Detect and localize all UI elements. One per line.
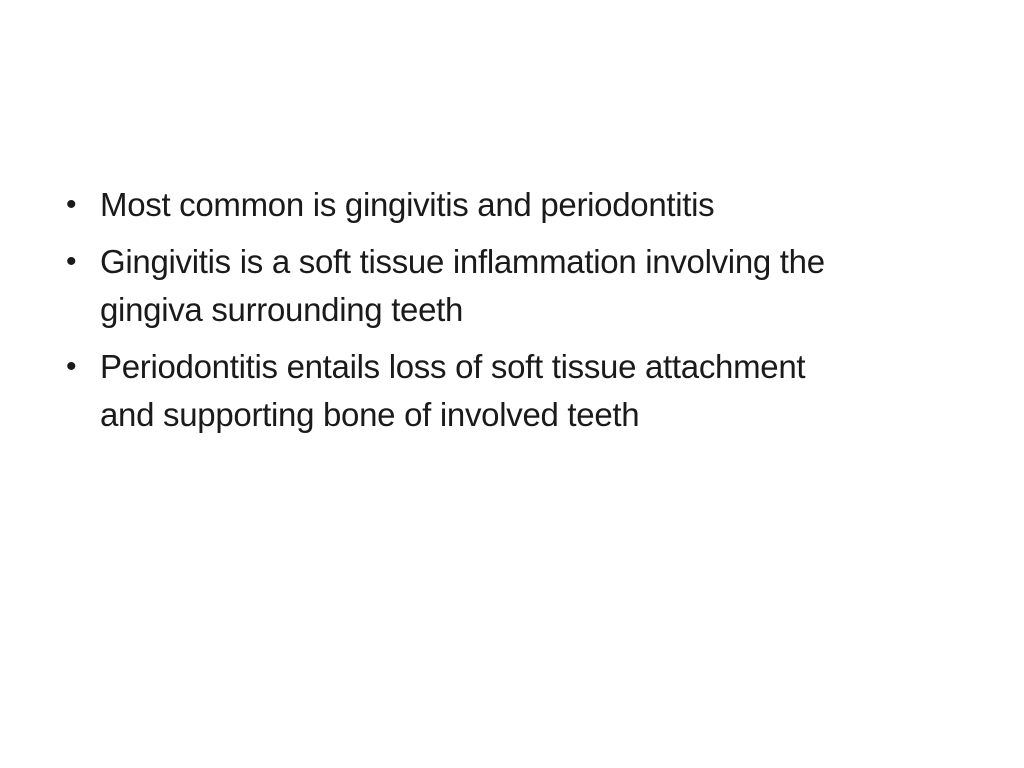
bullet-list (66, 181, 990, 448)
bullet-text-line: gingiva surrounding teeth (100, 291, 464, 328)
bullet-text-line: Most common is gingivitis and periodontitis (100, 186, 715, 223)
bullet-dot-icon: • (66, 245, 77, 278)
bullet-item (66, 238, 990, 334)
bullet-text-line: Periodontitis entails loss of soft tissue attachment (100, 348, 806, 385)
bullet-dot-icon: • (66, 350, 77, 383)
bullet-text (100, 343, 990, 439)
bullet-text-line: Gingivitis is a soft tissue inflammation involving the (100, 243, 825, 280)
bullet-text (100, 238, 990, 334)
bullet-item (66, 181, 990, 229)
bullet-text (100, 181, 990, 229)
bullet-item (66, 343, 990, 439)
bullet-dot-icon: • (66, 188, 77, 221)
bullet-text-line: and supporting bone of involved teeth (100, 396, 640, 433)
